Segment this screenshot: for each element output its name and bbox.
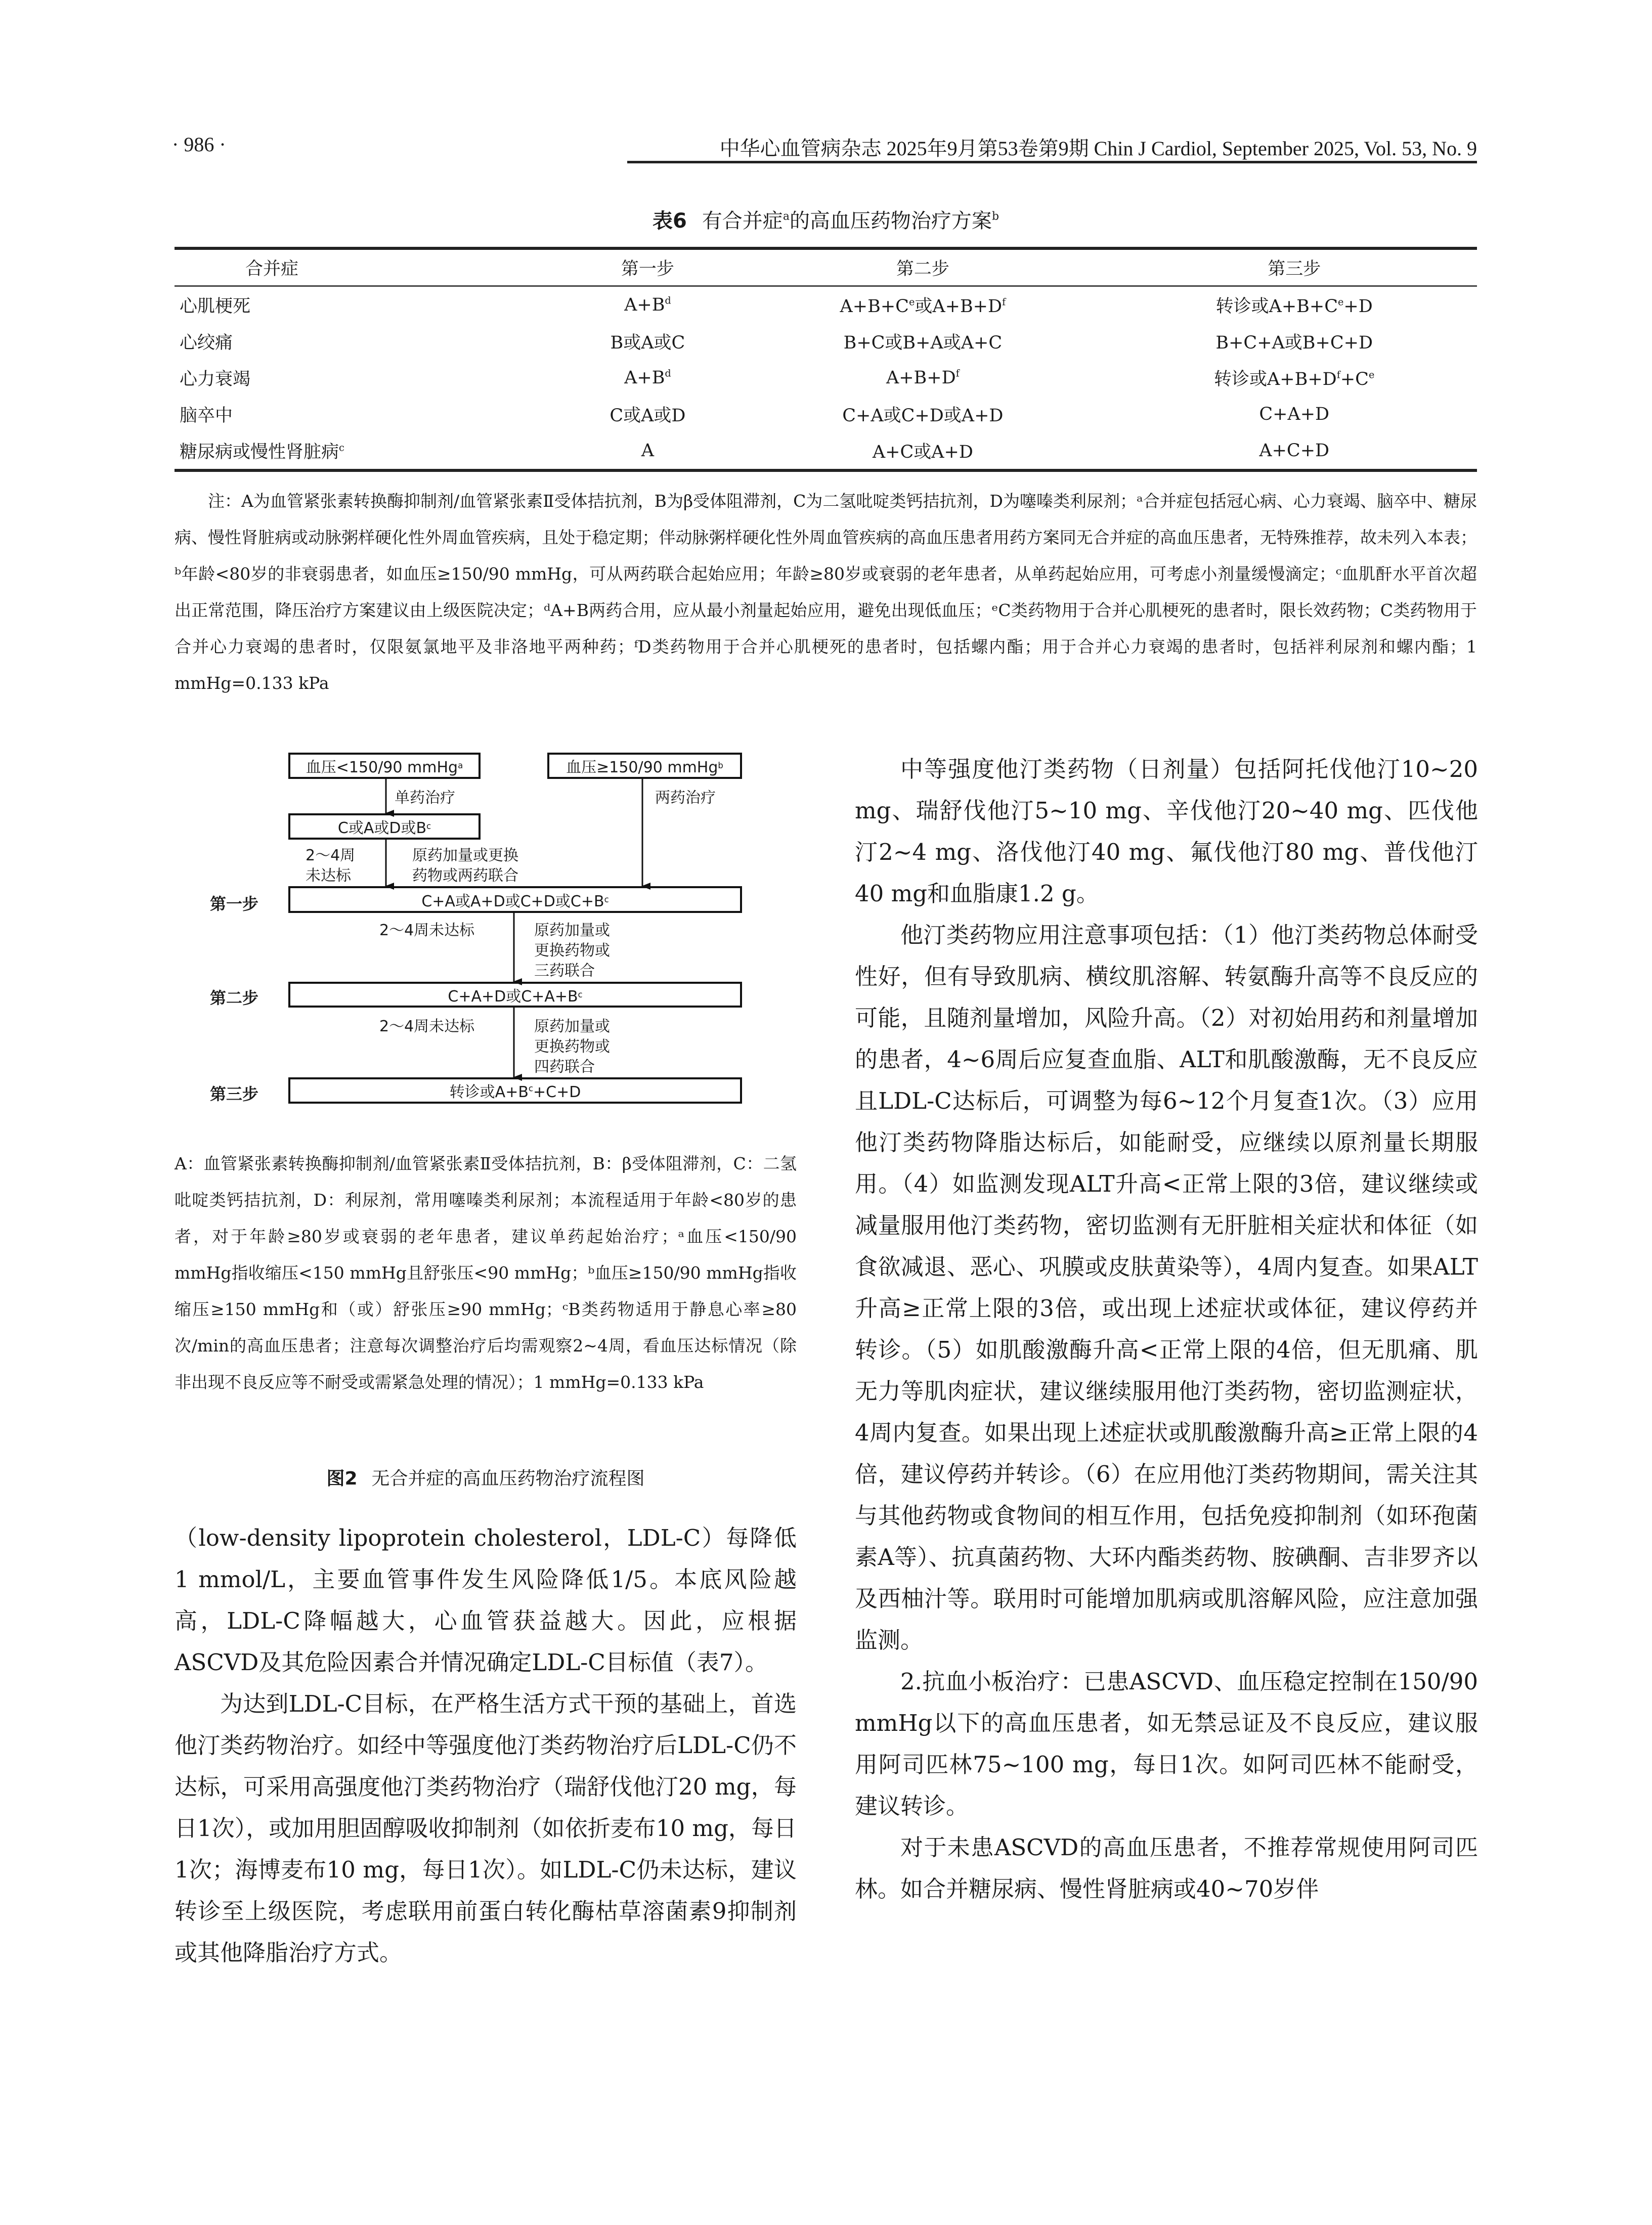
page-number: · 986 · <box>172 133 226 156</box>
label-line: 更换药物或 <box>534 942 610 959</box>
header-rule <box>627 161 1477 163</box>
label-line: 更换药物或 <box>534 1038 610 1056</box>
paragraph: 对于未患ASCVD的高血压患者，不推荐常规使用阿司匹林。如合并糖尿病、慢性肾脏病或40~70岁伴 <box>855 1834 1478 1902</box>
box-bp-below-150-90: 血压<150/90 mmHg a <box>288 753 481 779</box>
box-text: C+A或A+D或C+D或C+B <box>421 892 604 910</box>
label-line: 三药联合 <box>534 962 595 980</box>
box-step1: C+A或A+D或C+D或C+B c <box>288 886 742 913</box>
label-monotherapy: 单药治疗 <box>395 789 455 807</box>
label-line: 2～4周 <box>306 847 356 864</box>
cell-step3: A+C+D <box>1111 432 1477 470</box>
footnote-marker: b <box>991 210 999 223</box>
table-label: 表6 <box>652 209 687 233</box>
label-not-at-target-3: 2～4周未达标 <box>379 1018 475 1035</box>
table-row <box>175 432 1477 470</box>
paragraph: 为达到LDL-C目标，在严格生活方式干预的基础上，首选他汀类药物治疗。如经中等强度他汀类药物治疗后LDL-C仍不达标，可采用高强度他汀类药物治疗（瑞舒伐他汀20 mg，每日1次），或加用胆固醇吸收抑制剂（如依折麦布10 mg，每日1次；海博麦布10 mg，每日1次）。如LDL-C仍未达标，建议转诊至上级医院，考虑联用前蛋白转化酶枯草溶菌素9抑制剂或其他降脂治疗方式。 <box>175 1690 797 1966</box>
figure-title-text: 无合并症的高血压药物治疗流程图 <box>371 1468 645 1489</box>
step2-label: 第二步 <box>210 988 259 1008</box>
cell-step2: A+C或A+D <box>734 432 1111 470</box>
figure-caption-text: A：血管紧张素转换酶抑制剂/血管紧张素Ⅱ受体拮抗剂，B：β受体阻滞剂，C：二氢吡啶类钙拮抗剂，D：利尿剂，常用噻嗪类利尿剂；本流程适用于年龄<80岁的患者，对于年龄≥80岁或衰弱的老年患者，建议单药起始治疗；ᵃ血压<150/90 mmHg指收缩压<150 mmHg且舒张压<90 mmHg；ᵇ血压≥150/90 mmHg指收缩压≥150 mmHg和（或）舒张压≥90 mmHg；ᶜB类药物适用于静息心率≥80次/min的高血压患者；注意每次调整治疗后均需观察2~4周，看血压达标情况（除非出现不良反应等不耐受或需紧急处理的情况）；1 mmHg=0.133 kPa <box>175 1154 797 1392</box>
label-dual-therapy: 两药治疗 <box>655 789 716 807</box>
cell-step3: 转诊或$A+B+C^e+D$ <box>1215 296 1373 317</box>
table-header-row <box>175 248 1477 286</box>
column-header: 第三步 <box>1111 248 1477 286</box>
paragraph: 中等强度他汀类药物（日剂量）包括阿托伐他汀10~20 mg、瑞舒伐他汀5~10 mg、辛伐他汀20~40 mg、匹伐他汀2~4 mg、洛伐他汀40 mg、氟伐他汀80 mg、普伐他汀40 mg和血脂康1.2 g。 <box>855 756 1478 907</box>
cell-step2: $A+B+C^e$或$A+B+D^f$ <box>840 296 1006 317</box>
label-line: 原药加量或 <box>534 1018 610 1035</box>
table-title <box>175 205 1477 234</box>
box-text: 血压<150/90 mmHg <box>306 759 458 776</box>
label-line: 原药加量或更换 <box>412 847 518 864</box>
cell-step2: C+A或C+D或A+D <box>842 406 1004 426</box>
figure-caption <box>175 1146 797 1401</box>
figure-label: 图2 <box>326 1468 358 1489</box>
label-line: 未达标 <box>306 867 351 885</box>
cell-condition: 脑卒中 <box>180 406 233 426</box>
table-row <box>175 286 1477 324</box>
table-title-text-rest: 的高血压药物治疗方案 <box>789 209 992 233</box>
paragraph: 2.抗血小板治疗：已患ASCVD、血压稳定控制在150/90 mmHg以下的高血压患者，如无禁忌证及不良反应，建议服用阿司匹林75~100 mg，每日1次。如阿司匹林不能耐受，建议转诊。 <box>855 1668 1478 1819</box>
label-action-3 <box>534 1017 610 1077</box>
cell-condition: 糖尿病或慢性肾脏病$^c$ <box>175 432 561 470</box>
journal-header: 中华心血管病杂志 2025年9月第53卷第9期 Chin J Cardiol, September 2025, Vol. 53, No. 9 <box>719 137 1477 160</box>
box-text: C或A或D或B <box>337 819 427 837</box>
figure-title <box>175 1464 797 1490</box>
cell-step2: B+C或B+A或A+C <box>843 333 1003 353</box>
label-not-at-target-1 <box>306 846 355 886</box>
right-column-text <box>855 749 1478 1910</box>
treatment-flowchart <box>192 744 799 1138</box>
label-action-2 <box>534 921 610 981</box>
step3-label: 第三步 <box>210 1084 259 1104</box>
cell-condition: 心绞痛 <box>180 333 233 353</box>
left-column-text <box>175 1517 797 1974</box>
box-step2: C+A+D或C+A+B c <box>288 982 742 1008</box>
table-row <box>175 360 1477 396</box>
label-line: 四药联合 <box>534 1058 595 1076</box>
column-header: 合并症 <box>175 248 561 286</box>
cell-step1: $A+B^d$ <box>624 367 671 388</box>
table-notes <box>175 483 1477 702</box>
cell-step1: A <box>561 432 734 470</box>
box-bp-above-150-90: 血压≥150/90 mmHg b <box>547 753 742 779</box>
box-monotherapy: C或A或D或B c <box>288 813 481 840</box>
cell-step3: 转诊或$A+B+D^f+C^e$ <box>1214 369 1375 389</box>
cell-step3: B+C+A或B+C+D <box>1215 333 1373 353</box>
box-text: C+A+D或C+A+B <box>448 987 578 1006</box>
cell-condition: 心肌梗死 <box>180 296 251 317</box>
box-text: 转诊或$A+B^c+C+D$ <box>449 1083 581 1101</box>
cell-step2: $A+B+D^f$ <box>886 367 960 388</box>
label-line: 药物或两药联合 <box>412 867 518 885</box>
column-header: 第二步 <box>734 248 1111 286</box>
cell-step1: B或A或C <box>610 333 685 353</box>
cell-step1: C或A或D <box>610 406 686 426</box>
table-row <box>175 323 1477 360</box>
table-note-text: 注：A为血管紧张素转换酶抑制剂/血管紧张素Ⅱ受体拮抗剂，B为β受体阻滞剂，C为二氢吡啶类钙拮抗剂，D为噻嗪类利尿剂；ᵃ合并症包括冠心病、心力衰竭、脑卒中、糖尿病、慢性肾脏病或动脉粥样硬化性外周血管疾病，且处于稳定期；伴动脉粥样硬化性外周血管疾病的高血压患者用药方案同无合并症的高血压患者，无特殊推荐，故未列入本表；ᵇ年龄<80岁的非衰弱患者，如血压≥150/90 mmHg，可从两药联合起始应用；年龄≥80岁或衰弱的老年患者，从单药起始应用，可考虑小剂量缓慢滴定；ᶜ血肌酐水平首次超出正常范围，降压治疗方案建议由上级医院决定；ᵈA+B两药合用，应从最小剂量起始应用，避免出现低血压；ᵉC类药物用于合并心肌梗死的患者时，限长效药物；C类药物用于合并心力衰竭的患者时，仅限氨氯地平及非洛地平两种药；ᶠD类药物用于合并心肌梗死的患者时，包括螺内酯；用于合并心力衰竭的患者时，包括袢利尿剂和螺内酯；1 mmHg=0.133 kPa <box>175 491 1477 693</box>
label-not-at-target-2: 2～4周未达标 <box>379 922 475 939</box>
paragraph: （low-density lipoprotein cholesterol，LDL-C）每降低1 mmol/L，主要血管事件发生风险降低1/5。本底风险越高，LDL-C降幅越大，心血管获益越大。因此，应根据ASCVD及其危险因素合并情况确定LDL-C目标值（表7）。 <box>175 1524 797 1676</box>
step1-label: 第一步 <box>210 894 259 913</box>
column-header: 第一步 <box>561 248 734 286</box>
cell-step3: C+A+D <box>1259 404 1330 424</box>
cell-condition: 心力衰竭 <box>180 369 251 389</box>
table-row <box>175 396 1477 432</box>
box-step3 <box>288 1077 742 1104</box>
label-action-1 <box>412 846 518 886</box>
footnote-marker: a <box>782 210 790 223</box>
label-line: 原药加量或 <box>534 922 610 939</box>
cell-step1: $A+B^d$ <box>624 294 671 315</box>
box-text: 血压≥150/90 mmHg <box>566 759 718 776</box>
paragraph: 他汀类药物应用注意事项包括：（1）他汀类药物总体耐受性好，但有导致肌病、横纹肌溶解、转氨酶升高等不良反应的可能，且随剂量增加，风险升高。（2）对初始用药和剂量增加的患者，4~6周后应复查血脂、ALT和肌酸激酶，无不良反应且LDL-C达标后，可调整为每6~12个月复查1次。（3）应用他汀类药物降脂达标后，如能耐受，应继续以原剂量长期服用。（4）如监测发现ALT升高<正常上限的3倍，建议继续或减量服用他汀类药物，密切监测有无肝脏相关症状和体征（如食欲减退、恶心、巩膜或皮肤黄染等），4周内复查。如果ALT升高≥正常上限的3倍，或出现上述症状或体征，建议停药并转诊。（5）如肌酸激酶升高<正常上限的4倍，但无肌痛、肌无力等肌肉症状，建议继续服用他汀类药物，密切监测症状，4周内复查。如果出现上述症状或肌酸激酶升高≥正常上限的4倍，建议停药并转诊。（6）在应用他汀类药物期间，需关注其与其他药物或食物间的相互作用，包括免疫抑制剂（如环孢菌素A等）、抗真菌药物、大环内酯类药物、胺碘酮、吉非罗齐以及西柚汁等。联用时可能增加肌病或肌溶解风险，应注意加强监测。 <box>855 922 1478 1653</box>
drug-regimen-table <box>175 247 1477 472</box>
table-title-text: 有合并症 <box>702 209 783 233</box>
